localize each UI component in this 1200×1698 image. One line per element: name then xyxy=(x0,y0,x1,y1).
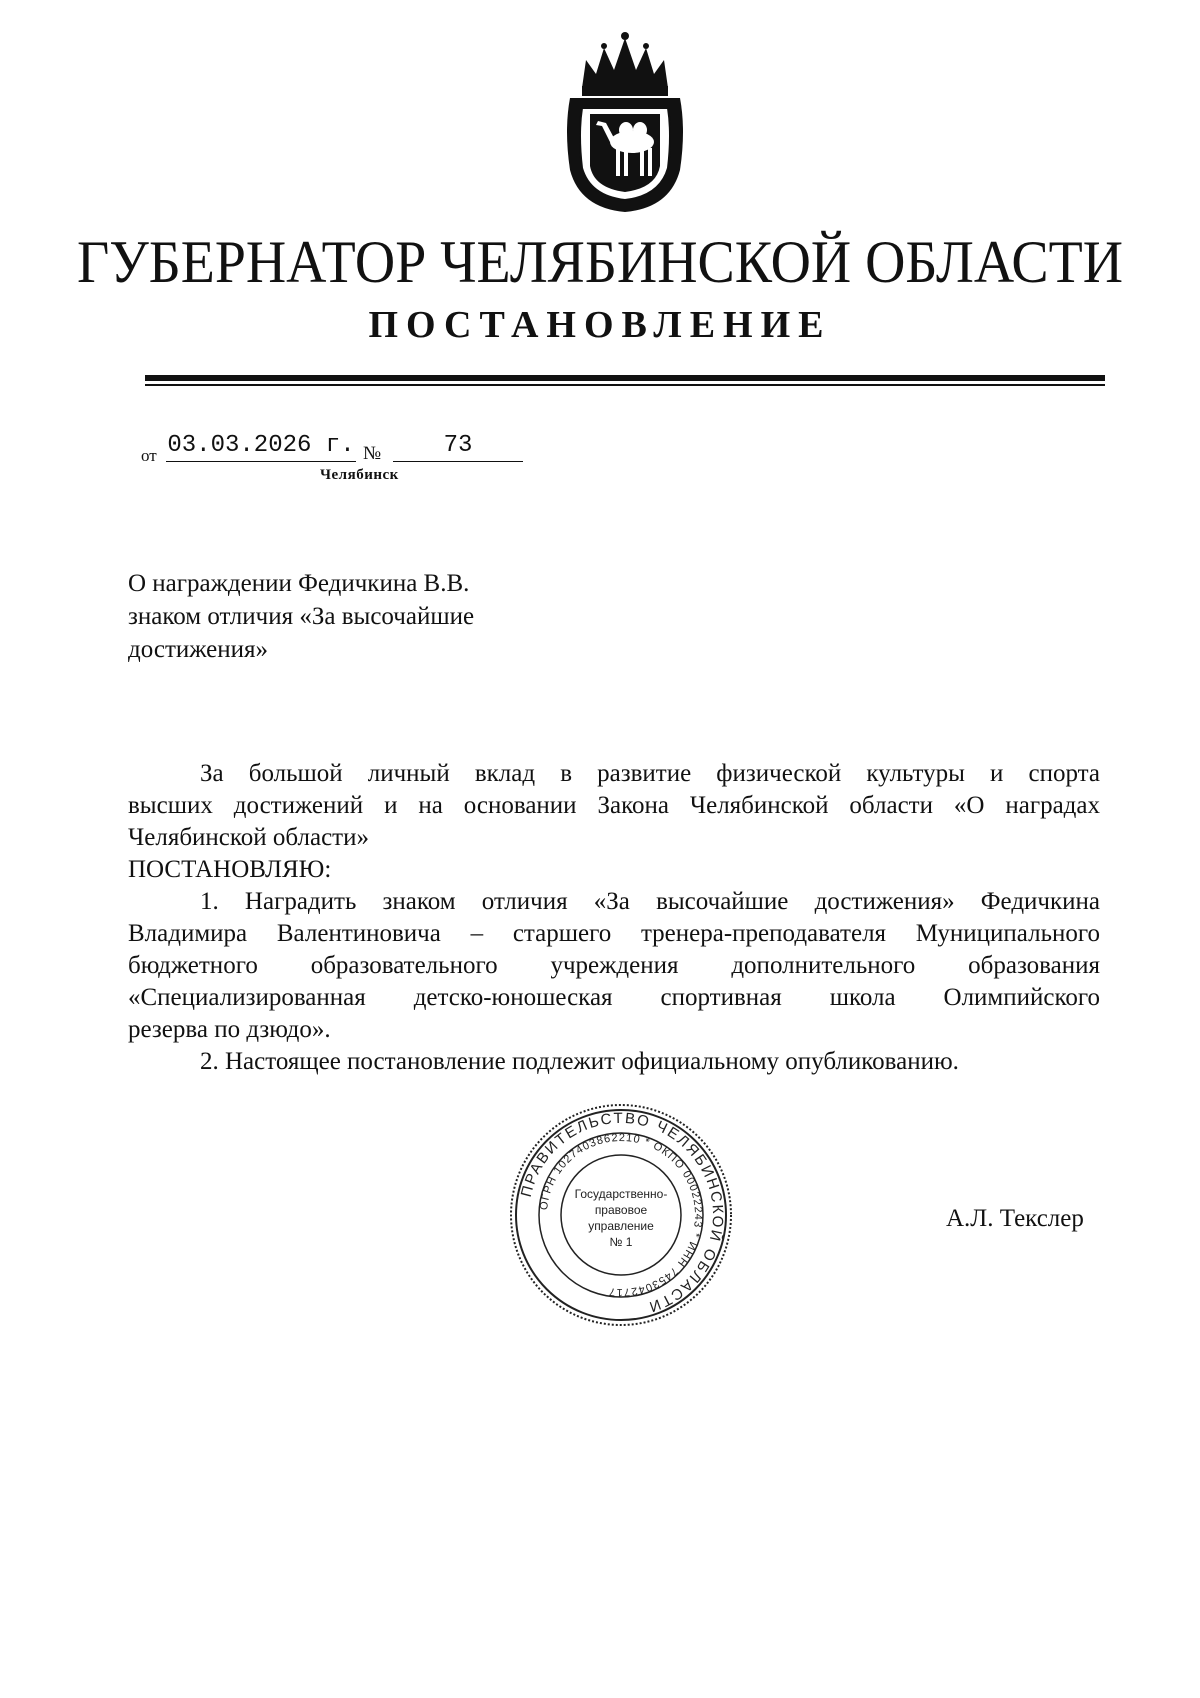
city-label: Челябинск xyxy=(320,467,399,483)
date-number-line xyxy=(141,432,581,472)
document-number: 73 xyxy=(393,432,523,462)
date-prefix: от xyxy=(141,446,157,465)
item-1-line: «Специализированная детско-юношеская спортивная школа Олимпийского xyxy=(128,984,1100,1011)
authority-title: ГУБЕРНАТОР ЧЕЛЯБИНСКОЙ ОБЛАСТИ xyxy=(76,229,1124,295)
item-1-line: 1. Наградить знаком отличия «За высочайшие достижения» Федичкина xyxy=(200,888,1100,915)
crown-icon xyxy=(582,32,668,96)
seal-center-line: правовое xyxy=(594,1203,648,1217)
subject-line: достижения» xyxy=(128,636,269,663)
subject-line: О награждении Федичкина В.В. xyxy=(128,570,470,597)
item-1-line: Владимира Валентиновича – старшего тренера-преподавателя Муниципального xyxy=(128,920,1100,947)
preamble-line: За большой личный вклад в развитие физической культуры и спорта xyxy=(200,760,1100,787)
document-date: 03.03.2026 г. xyxy=(166,432,356,462)
document-type: ПОСТАНОВЛЕНИЕ xyxy=(368,304,832,346)
document-body xyxy=(128,758,1100,1078)
document-subject xyxy=(128,567,568,666)
seal-outer-text: ПРАВИТЕЛЬСТВО ЧЕЛЯБИНСКОЙ ОБЛАСТИ xyxy=(517,1109,727,1316)
preamble-line: высших достижений и на основании Закона Челябинской области «О наградах xyxy=(128,792,1100,819)
resolve-heading: ПОСТАНОВЛЯЮ: xyxy=(128,856,332,883)
official-seal xyxy=(506,1100,736,1330)
seal-center-line: Государственно- xyxy=(574,1187,668,1201)
coat-of-arms-emblem xyxy=(560,30,690,215)
subject-line: знаком отличия «За высочайшие xyxy=(128,603,475,630)
item-1-line: бюджетного образовательного учреждения дополнительного образования xyxy=(128,952,1100,979)
seal-inner-text: ОГРН 1027403862210 * ОКПО 00022243 * ИНН 7453042717 xyxy=(538,1131,705,1299)
header-divider xyxy=(145,375,1105,388)
item-2-line: 2. Настоящее постановление подлежит официальному опубликованию. xyxy=(200,1048,959,1075)
number-prefix: № xyxy=(363,443,382,464)
preamble-line: Челябинской области» xyxy=(128,824,369,851)
item-1-line: резерва по дзюдо». xyxy=(128,1016,331,1043)
seal-center-line: № 1 xyxy=(609,1235,633,1249)
signatory-name: А.Л. Текслер xyxy=(946,1205,1084,1232)
seal-center-line: управление xyxy=(588,1219,654,1233)
